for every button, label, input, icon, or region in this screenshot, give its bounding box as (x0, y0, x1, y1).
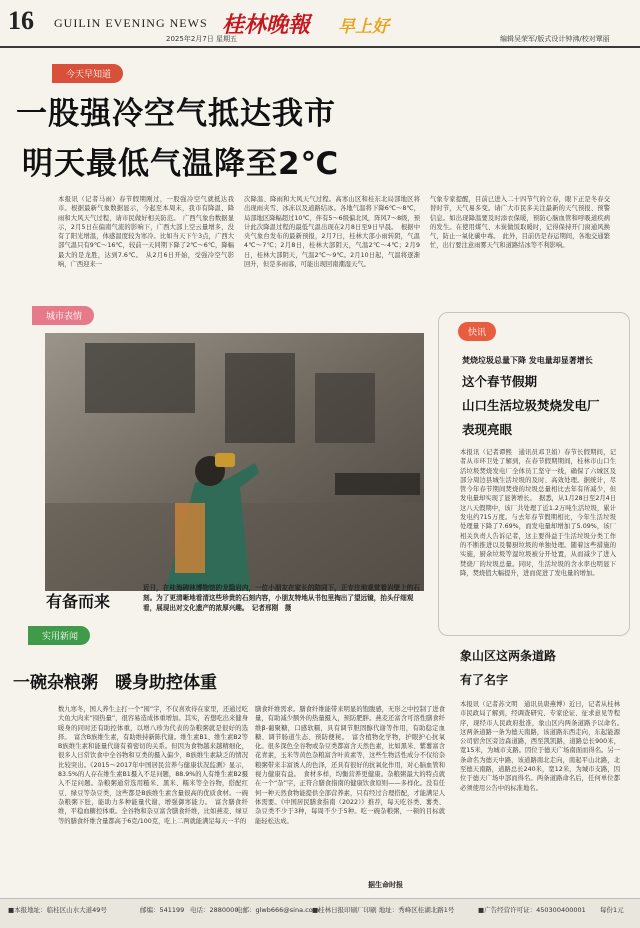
footer-license: ■广告经营许可证：450300400001 (478, 906, 586, 914)
footer-printer: ■桂林日报印刷厂印刷 地址：秀峰区桂湖北路1号 (312, 906, 455, 914)
headline-porridge: 一碗杂粮粥 暖身助控体重 (13, 673, 217, 693)
brief-body: 本报讯（记者谭熙 通讯员邓卫娟）春节长假期间，记者从市环卫处了解到，在春节假期期间，桂林市山口生活垃圾焚烧发电厂全体员工坚守一线，确保了六城区及部分周边县城生活垃圾的及时、高效处理。据统计，尽管今年春节期间焚烧的垃圾总量相比去年有所减少，但发电量却实现了显著增长。 据悉，从1月28日至2月4日这八天假期中，该厂共处理了近1.2万吨生活垃圾，累计发电约715万度。与去年春节假期相比，今年生活垃圾处理量下降了7.69%，而发电量却增加了5.09%，该厂相关负责人告诉记者，这主要得益于生活垃圾分类工作的不断推进以及餐厨垃圾的单独处理。随着这些措施的实施，厨余垃圾等湿垃圾被分开处置，从而减少了进入焚烧厂的垃圾总量。同时，生活垃圾的含水率也明显下降，焚烧值大幅提升，进而促进了发电量的增加。 (460, 449, 616, 577)
brief-subtitle: 焚烧垃圾总量下降 发电量却显著增长 (462, 356, 593, 365)
article-column-3: 气象专家提醒，目前已进入二十四节气的立春，眼下正是冬春交替时节，天气易多变。请广大市民多关注最新的天气预报、预警信息。如出现降温要及时添衣保暖，预防心脑血管和呼吸道疾病的发生。在使用煤气、木炭做饭取暖时，记得保持开门窗通风换气，防止一氧化碳中毒。 此外，目前仍是春运期间，各地交通繁忙，出行要注意雨雾天气和道路结冰等不利影响。 (430, 196, 610, 250)
brief-headline-line: 这个春节假期 (462, 374, 538, 389)
section-tag-today (52, 64, 123, 83)
article-column-2: 次降温、降雨和大风天气过程。高寒山区和桂东北局部地区将出现雨夹雪、冰冻以及道路结冰。各地气温将下降6℃～8℃，局部地区降幅超过10℃，伴有5～6级偏北风，阵风7～8级，预计此次降温过程的最低气温出现在2月8日至9日早晨。 根据中央气象台发布的最新预报，2月7日，桂林大部小雨转阴，气温4℃～7℃；2月8日，桂林大部阴天，气温2℃～4℃；2月9日，桂林大部阴天，气温2℃～9℃。2月10日起，气温将逐渐回升，但是多雨寡，可能出现回南潮湿天气。 (244, 196, 420, 269)
footer-email: 电邮：glwb666@sina.com (236, 906, 320, 914)
briefs-tag: 快讯 (458, 322, 496, 341)
brief-headline-line: 表现亮眼 (462, 422, 513, 437)
road-headline-line: 有了名字 (460, 673, 509, 687)
issue-date: 2025年2月7日 星期五 (166, 35, 237, 43)
section-tag-label: 城市表情 (46, 312, 83, 322)
section-tag-city (32, 306, 94, 325)
section-logo: 早上好 (338, 17, 389, 37)
section-tag-label: 今天早知道 (66, 70, 112, 80)
footer-phone: 电话：2880000 (190, 906, 239, 914)
article-porridge-col1: 数九寒冬，国人养生主打一个“囤”字，不仅喜欢待在家里，还通过吃大鱼大肉来“囤热量”，很容易造成体重增加。其实，若想吃出来健身暖身的同时还有助控体重，以增八珍为代表的杂粮粥就是很好的选择。 富含B族维生素，有助维持新陈代谢。维生素B1、维生素B2等B族维生素和能量代谢有着密切的关系。但因为食物越来越精细化，很多人日常饮食中全谷物和豆类的摄入偏少，B族维生素缺乏的情况比较突出。《2015～2017年中国居民营养与健康状况监测》显示，83.5%的人存在维生素B1摄入不足问题，88.9%的人有维生素B2摄入不足问题。杂粮粥通常选用糙米、黑米、糯米等全谷物，搭配红豆、绿豆等杂豆类，这些都是B族维生素含量很高的优质食材。一碗杂粮粥下肚，能助力多种能量代谢，增强御寒能力。 富含膳食纤维，平稳血糖控体重。全谷物和杂豆富含膳食纤维，比如燕麦、绿豆等的膳食纤维含量都高于6克/100克，吃上二两就能满足每天一半的 (58, 706, 248, 825)
article-column-1: 本报讯（记者马雨）春节假期刚过，一股强冷空气就抵达我市。根据最新气象数据显示，今起至本周末，我市有降温、降雨和大风天气过程，请市民做好相关防范。 广西气象台数据显示，2月5日在偏南气流的影响下，广西大部上空云量增多，没有了阳光增温，体感温度较为寒冷。比如当天下午3点，广西大部气温只有9℃～16℃，较前一天同期下降了2℃～6℃，降幅最大的是龙胜，达到7.6℃。 从2月6日开始，受强冷空气影响，广西迎来一 (58, 196, 234, 269)
headline-main-2: 明天最低气温降至2℃ (22, 146, 340, 182)
paper-logo: 桂林晚報 (222, 12, 311, 38)
road-headline-line: 象山区这两条道路 (460, 649, 557, 663)
photo-caption: 近日，在桂海碑林博物馆的龙隐岩内，一位小朋友在家长的陪同下，正专注地观赏着岩壁上的石刻。为了更清晰地看清这些珍贵的石刻内容，小朋友特地从书包里掏出了望远镜，抬头仔细观看，展现出对文化遗产的浓厚兴趣。 记者邢刚 摄 (143, 584, 420, 612)
headline-main-1: 一股强冷空气抵达我市 (16, 96, 336, 132)
photo-illustration (45, 333, 424, 591)
article-source: 据生命时报 (368, 881, 403, 889)
page-number: 16 (8, 6, 34, 35)
paper-name-en: GUILIN EVENING NEWS (54, 16, 208, 30)
footer-address: ■本报地址：临桂区山水大道49号 (8, 906, 107, 914)
section-tag-label: 实用新闻 (42, 632, 79, 642)
news-photo (45, 333, 424, 591)
section-tag-practical (28, 626, 90, 645)
footer-postcode: 邮编：541199 (140, 906, 185, 914)
article-porridge-col2: 膳食纤维需求。膳食纤维能带来明显的饱腹感，无形之中控制了进食量，有助减少额外的热量摄入，预防肥胖。燕麦还富含可溶性膳食纤维β-葡聚糖，口感软糯，具有调节胆固醇代谢等作用，有助稳定血糖、调节肠道生态、预防便秘。 富含植物化学物，护眼护心抗氧化。很多深色全谷物或杂豆类都富含天然色素，比如黑米、紫薯富含花青素，玉米等黄色杂粮富含叶黄素等，这些生物活性成分不仅给杂粮粥带来丰富诱人的色泽，还具有很好的抗氧化作用，对心脑血管和视力健康有益。 食材多样，均衡营养更健康。杂粮粥最大的特点就在一个“杂”字，正符合膳食指南的健康饮食原则——多样化。没有任何一种天然食物能提供全部营养素，只有经过合理搭配，才能满足人体需要。《中国居民膳食指南（2022）》推荐，每天吃谷类、薯类、杂豆类不少于3种，每周不少于5种。吃一碗杂粮粥，一顿的目标就能轻松达成。 (255, 706, 445, 825)
road-article-body: 本报讯（记者苏文明 通讯员唐燕博）近日，记者从桂林市民政局了解到，经调查研究、专家论证、征求意见等程序，现经市人民政府批准，象山区内两条道路予以命名。 这两条道路一条为德天南路，该道路东西走向，东起能源公司宿舍区旁边森道路，西至凯凯路，道路总长900米，宽15米，为城市支路。因位于德天广场南面而得名。另一条命名为德天中路，该道路南北走向，南起平山北路，北至德天南路，道路总长240米，宽12米，为城市支路，因位于德天广场中部而得名。两条道路命名后，任何单位都必须使用公告中的标准地名。 (460, 701, 627, 792)
editor-credits: 编辑吴荣军/版式设计钟沸/校对覃丽 (500, 35, 610, 43)
brief-headline-line: 山口生活垃圾焚烧发电厂 (462, 398, 600, 413)
photo-title: 有备而来 (46, 592, 111, 611)
footer-price: 每份1元 (600, 906, 624, 914)
